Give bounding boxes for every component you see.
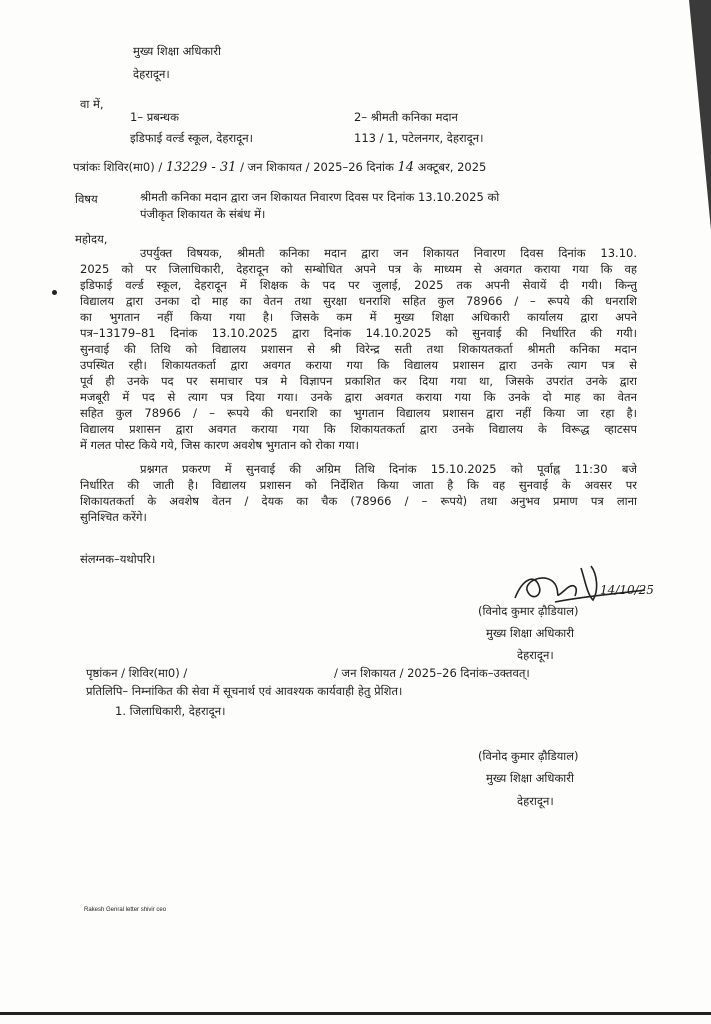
p1-line: सहित कुल 78966 / – रूपये की धनराशि का भुगतान विद्यालय प्रशासन द्वारा नहीं किया जा रहा है।	[80, 406, 637, 420]
reference-line	[73, 160, 486, 175]
p1-line: 2025 को पर जिलाधिकारी, देहरादून को सम्बोधित अपने पत्र के माध्यम से अवगत कराया गया कि वह	[80, 262, 637, 276]
enclosure: संलग्नक–यथोपरि।	[80, 552, 156, 566]
signature-date-handwritten: 14/10/25	[600, 583, 654, 597]
hole-punch-mark	[52, 290, 57, 295]
footer-note: Rakesh Genral letter shivir ceo	[84, 907, 167, 913]
body-paragraph-2	[80, 461, 637, 525]
signature-2-city: देहरादून।	[517, 794, 554, 808]
ref-suffix: / जन शिकायत / 2025–26 दिनांक	[240, 160, 394, 174]
p1-line: विद्यालय प्रशासन द्वारा अवगत कराया गया कि शिकायतकर्ता द्वारा उनके विद्यालय के विरूद्ध व्हाटसप	[80, 422, 637, 436]
endorsement-suffix: / जन शिकायत / 2025–26 दिनांक–उक्तवत्।	[334, 666, 530, 680]
scan-shadow-corner	[689, 0, 711, 230]
ref-prefix: पत्रांकः शिविर(मा0) /	[73, 160, 163, 174]
p1-line: विद्यालय द्वारा उनका दो माह का वेतन तथा सुरक्षा धनराशि सहित कुल 78966 / – रूपये की धनराशि	[80, 294, 637, 308]
subject-label: विषय	[75, 192, 98, 206]
ref-date-rest: अक्टूबर, 2025	[417, 160, 487, 174]
p1-line: उपस्थित रही। शिकायतकर्ता द्वारा अवगत कराया गया कि विद्यालय प्रशासन द्वारा उनके त्याग पत्र से	[80, 358, 637, 372]
signature-2-title: मुख्य शिक्षा अधिकारी	[486, 771, 574, 785]
ref-day-handwritten: 14	[397, 160, 415, 175]
addressee-city: देहरादून।	[133, 67, 170, 81]
to-label: वा में,	[80, 97, 104, 111]
p2-line: प्रश्नगत प्रकरण में सुनवाई की अग्रिम तिथि दिनांक 15.10.2025 को पूर्वाह्न 11:30 बजे	[140, 462, 637, 476]
signature-1-name: (विनोद कुमार ढ़ौडियाल)	[478, 604, 579, 618]
body-paragraph-1	[80, 245, 637, 453]
p2-line: निर्धारित की जाती है। विद्यालय प्रशासन को निर्देशित किया जाता है कि वह सुनवाई के अवसर पर	[80, 478, 637, 492]
signature-1-city: देहरादून।	[517, 648, 554, 662]
subject-line-1: श्रीमती कनिका मदान द्वारा जन शिकायत निवारण दिवस पर दिनांक 13.10.2025 को	[140, 190, 500, 204]
copy-line: प्रतिलिपि– निम्नांकित की सेवा में सूचनार्थ एवं आवश्यक कार्यवाही हेतु प्रेशित।	[86, 684, 403, 698]
p1-line: पूर्व ही उनके पद पर समाचार पत्र मे विज्ञापन प्रकाशित कर दिया गया था, जिसके उपरांत उनके द्वारा	[80, 374, 637, 388]
signature-2-name: (विनोद कुमार ढ़ौडियाल)	[478, 749, 579, 763]
ref-number-handwritten: 13229 - 31	[165, 160, 237, 175]
recipient-2-line2: 113 / 1, पटेलनगर, देहरादून।	[354, 131, 484, 145]
p1-line: में गलत पोस्ट किये गये, जिस कारण अवशेष भुगतान को रोका गया।	[80, 438, 359, 452]
p1-line: मजबूरी में पद से त्याग पत्र दिया गया। उनके द्वारा अवगत कराया गया कि उनके दो माह का वेतन	[80, 390, 637, 404]
copy-item-1: 1. जिलाधिकारी, देहरादून।	[115, 704, 226, 718]
signature-1-title: मुख्य शिक्षा अधिकारी	[486, 626, 574, 640]
salutation: महोदय,	[75, 232, 108, 246]
recipient-1-line1: 1– प्रबन्धक	[130, 110, 179, 124]
p2-line: सुनिश्चित करेंगे।	[80, 510, 147, 524]
subject-line-2: पंजीकृत शिकायत के संबंध में।	[140, 207, 266, 221]
endorsement-prefix: पृष्ठांकन / शिविर(मा0) /	[86, 666, 188, 680]
p2-line: शिकायतकर्ता के अवशेष वेतन / देयक का चैक (78966 / – रूपये) तथा अनुभव प्रमाण पत्र लाना	[80, 494, 637, 508]
p1-line: का भुगतान नहीं किया गया है। जिसके कम में मुख्य शिक्षा अधिकारी कार्यालय द्वारा अपने	[80, 310, 637, 324]
p1-line: सुनवाई की तिथि को विद्यालय प्रशासन से श्री विरेन्द्र सती तथा शिकायतकर्ता श्रीमती कनिका मदान	[80, 342, 637, 356]
p1-line: इडिफाई वर्ल्ड स्कूल, देहरादून में शिक्षक के पद पर जुलाई, 2025 तक अपनी सेवायें दी गयी। किन्तु	[80, 278, 637, 292]
recipient-2-line1: 2– श्रीमती कनिका मदान	[354, 110, 458, 124]
p1-line: पत्र–13179–81 दिनांक 13.10.2025 द्वारा दिनांक 14.10.2025 को सुनवाई की निर्धारित की गयी।	[80, 326, 637, 340]
recipient-1-line2: इडिफाई वर्ल्ड स्कूल, देहरादून।	[130, 131, 254, 145]
scan-bottom-edge	[0, 1012, 711, 1015]
p1-line: उपर्युक्त विषयक, श्रीमती कनिका मदान द्वारा जन शिकायत निवारण दिवस दिनांक 13.10.	[140, 246, 637, 260]
addressee-title: मुख्य शिक्षा अधिकारी	[133, 44, 221, 58]
